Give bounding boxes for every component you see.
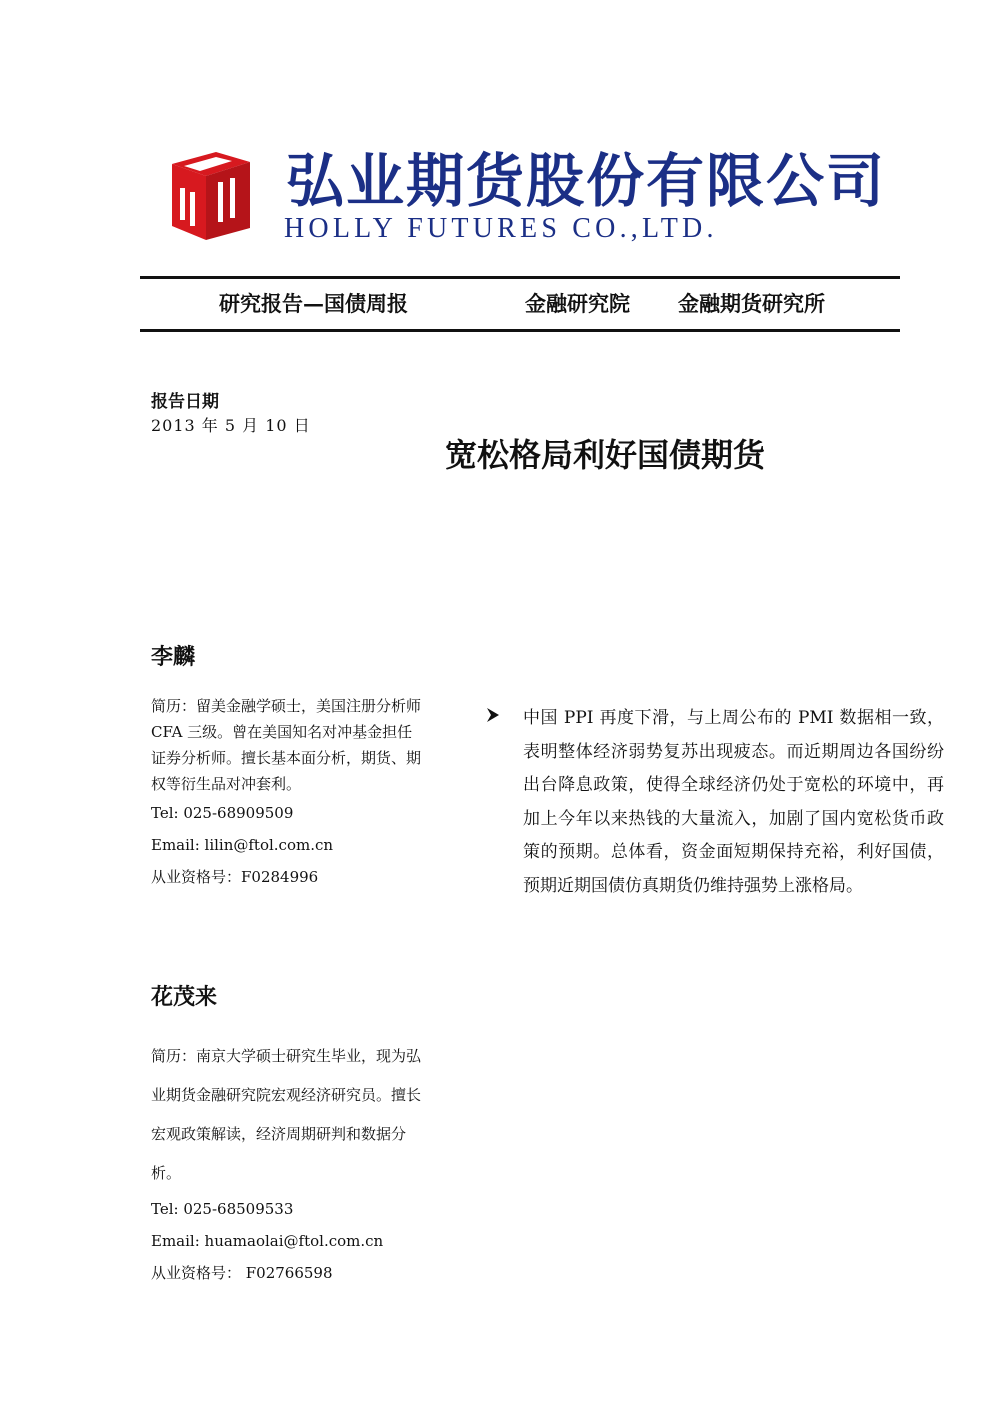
report-type: 研究报告—国债周报 <box>219 291 408 316</box>
header-bottom-rule <box>140 329 900 332</box>
report-title: 宽松格局利好国债期货 <box>445 436 766 474</box>
author-name: 李麟 <box>151 644 196 670</box>
author-license: 从业资格号：F0284996 <box>151 868 319 886</box>
company-logo <box>170 146 887 246</box>
author-card <box>151 980 421 1289</box>
author-email: Email: huamaolai@ftol.com.cn <box>151 1232 384 1250</box>
arrow-bullet-icon <box>486 707 500 723</box>
logo-cube-icon <box>170 146 252 242</box>
department-2: 金融期货研究所 <box>678 291 825 316</box>
summary-section <box>486 702 944 903</box>
author-card <box>151 640 421 893</box>
author-license: 从业资格号： F02766598 <box>151 1264 333 1282</box>
author-bio: 简历：留美金融学硕士，美国注册分析师 CFA 三级。曾在美国知名对冲基金担任证券分析师。擅长基本面分析，期货、期权等衍生品对冲套利。 <box>151 697 422 793</box>
report-date-label: 报告日期 <box>151 392 219 412</box>
author-email: Email: lilin@ftol.com.cn <box>151 836 334 854</box>
summary-text: 中国 PPI 再度下滑，与上周公布的 PMI 数据相一致，表明整体经济弱势复苏出现疲态。而近期周边各国纷纷出台降息政策，使得全球经济仍处于宽松的环境中，再加上今年以来热钱的大量流入，加剧了国内宽松货币政策的预期。总体看，资金面短期保持充裕，利好国债，预期近期国债仿真期货仍维持强势上涨格局。 <box>523 708 944 896</box>
author-tel: Tel: 025-68509533 <box>151 1200 294 1218</box>
author-name: 花茂来 <box>151 984 218 1010</box>
author-tel: Tel: 025-68909509 <box>151 804 294 822</box>
logo-chinese-name: 弘业期货股份有限公司 <box>286 147 887 215</box>
header-top-rule <box>140 276 900 279</box>
logo-english-name: HOLLY FUTURES CO.,LTD. <box>284 213 718 244</box>
department-1: 金融研究院 <box>525 291 630 316</box>
report-date-value: 2013 年 5 月 10 日 <box>151 416 311 435</box>
author-bio: 简历：南京大学硕士研究生毕业，现为弘业期货金融研究院宏观经济研究员。擅长宏观政策解读，经济周期研判和数据分析。 <box>151 1047 422 1182</box>
